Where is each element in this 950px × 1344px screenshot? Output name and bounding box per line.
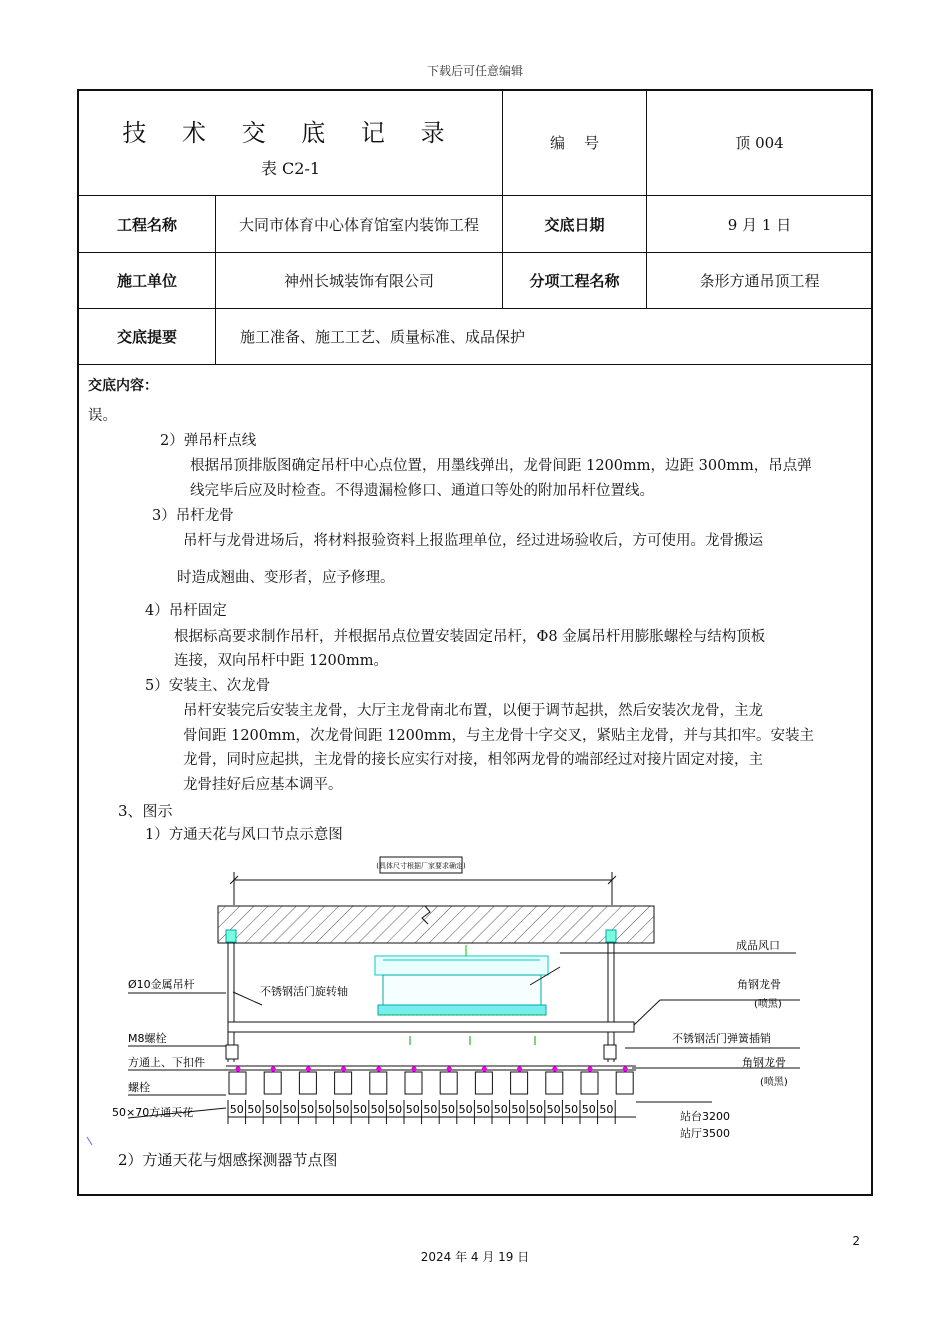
spacing-label: 50	[370, 1103, 385, 1116]
spacing-label: 50	[300, 1103, 315, 1116]
square-tube	[405, 1072, 422, 1094]
station-label-1: 站台3200	[680, 1110, 730, 1123]
spacing-label: 50	[529, 1103, 543, 1116]
spacing-label: 50	[247, 1103, 262, 1116]
spacing-label: 50	[335, 1103, 350, 1116]
content-line: 骨间距 1200mm，次龙骨间距 1200mm，与主龙骨十字交叉，紧贴主龙骨，并与其扣牢。安装主	[183, 728, 815, 744]
stray-mark	[87, 1137, 92, 1145]
clip-left	[226, 1045, 238, 1059]
clip-bolt	[482, 1066, 487, 1071]
clip-bolt	[411, 1066, 416, 1071]
clip-bolt	[447, 1066, 452, 1071]
square-tube-row	[229, 1066, 633, 1094]
spacing-label: 50	[476, 1103, 491, 1116]
spacing-label: 50	[423, 1103, 438, 1116]
clip-bolt	[517, 1066, 522, 1071]
square-tube	[546, 1072, 563, 1094]
spacing-labels	[228, 1100, 615, 1124]
rod-label: Ø10金属吊杆	[128, 978, 195, 991]
tube-label: 50×70方通天花	[112, 1106, 194, 1119]
clip-bolt	[552, 1066, 557, 1071]
form-number: 表 C2-1	[260, 158, 321, 178]
angle-keel-note: (喷黑)	[754, 999, 782, 1010]
bolt-label: 螺栓	[128, 1081, 150, 1094]
vent-label: 成品风口	[736, 939, 780, 952]
spacing-label: 50	[493, 1103, 508, 1116]
content-subheading: 5）安装主、次龙骨	[145, 678, 271, 694]
hanger-rod-left	[226, 930, 236, 1062]
spring-arrows	[410, 1036, 535, 1045]
square-tube	[440, 1072, 457, 1094]
contractor-value: 神州长城装饰有限公司	[283, 272, 434, 290]
project-name-value: 大同市体育中心体育馆室内装饰工程	[238, 215, 479, 234]
subproject-label: 分项工程名称	[529, 272, 620, 290]
square-tube	[475, 1072, 492, 1094]
hanger-rod-right	[606, 930, 616, 1062]
spacing-label: 50	[458, 1103, 473, 1116]
content-line: 根据吊顶排版图确定吊杆中心点位置，用墨线弹出，龙骨间距 1200mm，边距 300mm，吊点弹	[190, 458, 812, 474]
content-subheading: 2）弹吊杆点线	[160, 433, 257, 449]
spacing-label: 50	[353, 1103, 367, 1116]
content-line: 龙骨，同时应起拱，主龙骨的接长应实行对接，相邻两龙骨的端部经过对接片固定对接，主	[183, 752, 763, 768]
spacing-label: 50	[581, 1103, 596, 1116]
spacing-label: 50	[599, 1103, 614, 1116]
top-dimension	[230, 857, 616, 905]
date-label: 交底日期	[544, 215, 605, 234]
vent-unit	[375, 945, 548, 1015]
subproject-value: 条形方通吊顶工程	[699, 272, 820, 290]
date-value: 9 月 1 日	[727, 215, 792, 234]
bolt-m8-label: M8螺栓	[128, 1032, 167, 1045]
clip-bolt	[376, 1066, 381, 1071]
top-dimension-label: (具体尺寸根据厂家要求确定)	[376, 862, 466, 870]
angle-keel-label-2: 角钢龙骨	[742, 1056, 786, 1069]
content-line: 吊杆安装完后安装主龙骨，大厅主龙骨南北布置，以便于调节起拱，然后安装次龙骨，主龙	[183, 703, 763, 719]
project-name-label: 工程名称	[116, 215, 177, 234]
figure-caption: 1）方通天花与风口节点示意图	[145, 827, 343, 843]
summary-value: 施工准备、施工工艺、质量标准、成品保护	[240, 328, 526, 346]
square-tube	[616, 1072, 633, 1094]
spacing-label: 50	[441, 1103, 455, 1116]
clip-bolt	[587, 1066, 592, 1071]
content-line: 龙骨挂好后应基本调平。	[183, 777, 343, 793]
square-tube	[264, 1072, 281, 1094]
content-line: 吊杆与龙骨进场后，将材料报验资料上报监理单位，经过进场验收后，方可使用。龙骨搬运	[183, 533, 763, 549]
spacing-label: 50	[265, 1103, 279, 1116]
contractor-label: 施工单位	[116, 272, 177, 290]
footer-date: 2024 年 4 月 19 日	[420, 1250, 530, 1264]
angle-keel	[228, 1022, 634, 1032]
content-subheading: 3）吊杆龙骨	[152, 508, 234, 524]
clip-bolt	[341, 1066, 346, 1071]
spacing-label: 50	[317, 1103, 332, 1116]
number-value: 顶 004	[735, 134, 784, 152]
square-tube	[229, 1072, 246, 1094]
page-title: 技 术 交 底 记 录	[122, 118, 459, 147]
page-number: 2	[852, 1234, 860, 1248]
clip-bolt	[306, 1066, 311, 1071]
square-tube	[370, 1072, 387, 1094]
square-tube	[335, 1072, 352, 1094]
figure-caption: 2）方通天花与烟感探测器节点图	[118, 1151, 338, 1169]
concrete-slab	[218, 906, 654, 943]
angle-keel-label: 角钢龙骨	[737, 978, 781, 991]
square-tube	[299, 1072, 316, 1094]
top-note: 下载后可任意编辑	[426, 64, 523, 78]
spacing-label: 50	[405, 1103, 420, 1116]
spring-pin-label: 不锈钢活门弹簧插销	[672, 1032, 771, 1045]
spacing-label: 50	[564, 1103, 579, 1116]
content-line: 连接，双向吊杆中距 1200mm。	[174, 653, 389, 669]
clip-bolt	[623, 1066, 628, 1071]
spacing-label: 50	[388, 1103, 403, 1116]
angle-keel-note-2: (喷黑)	[760, 1077, 788, 1088]
pivot-label: 不锈钢活门旋转轴	[260, 985, 348, 998]
square-tube	[581, 1072, 598, 1094]
content-line: 误。	[88, 408, 117, 424]
spacing-label: 50	[282, 1103, 297, 1116]
clip-right	[604, 1045, 616, 1059]
content-line: 线完毕后应及时检查。不得遗漏检修口、通道口等处的附加吊杆位置线。	[190, 483, 654, 499]
spacing-label: 50	[511, 1103, 526, 1116]
content-line: 根据标高要求制作吊杆，并根据吊点位置安装固定吊杆，Φ8 金属吊杆用膨胀螺栓与结构顶板	[174, 629, 766, 645]
spacing-label: 50	[546, 1103, 561, 1116]
square-tube	[511, 1072, 528, 1094]
content-heading: 交底内容：	[88, 378, 158, 394]
spacing-label: 50	[229, 1103, 244, 1116]
clip-bolt	[271, 1066, 276, 1071]
section-heading: 3、图示	[118, 802, 173, 820]
number-label: 编 号	[549, 134, 600, 152]
content-subheading: 4）吊杆固定	[145, 603, 227, 619]
clip-label: 方通上、下扣件	[128, 1056, 205, 1069]
station-label-2: 站厅3500	[680, 1127, 730, 1140]
summary-label: 交底提要	[116, 328, 177, 346]
content-line: 时造成翘曲、变形者，应予修理。	[177, 570, 395, 586]
clip-bolt	[235, 1066, 240, 1071]
